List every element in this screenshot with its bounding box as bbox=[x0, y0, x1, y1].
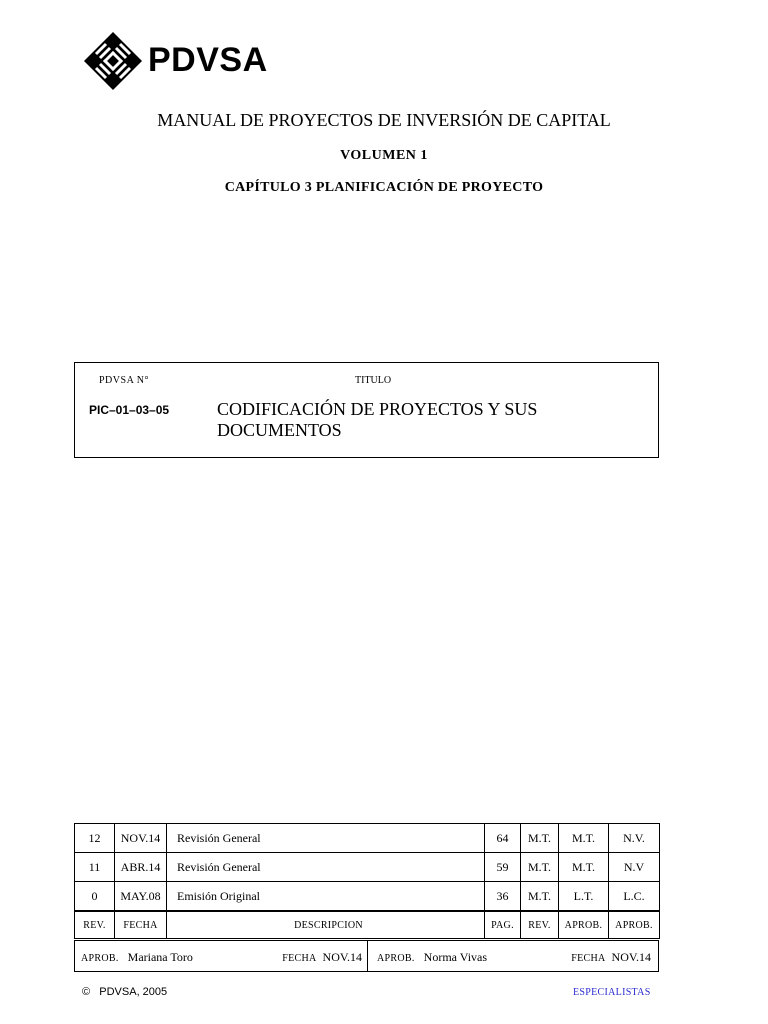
chapter-title: CAPÍTULO 3 PLANIFICACIÓN DE PROYECTO bbox=[224, 180, 544, 195]
approval-date-label: FECHA bbox=[282, 953, 317, 964]
rev-number: 12 bbox=[75, 824, 115, 853]
table-row bbox=[75, 853, 660, 882]
approval-date-label: FECHA bbox=[571, 953, 606, 964]
rev-approver-1: M.T. bbox=[559, 853, 609, 882]
header-pages: PAG. bbox=[485, 911, 521, 939]
approver-name: Mariana Toro bbox=[127, 950, 193, 964]
approval-date: NOV.14 bbox=[322, 950, 362, 964]
table-row bbox=[75, 882, 660, 912]
rev-approver-1: L.T. bbox=[559, 882, 609, 912]
approval-right bbox=[377, 941, 655, 971]
pdvsa-logo-icon bbox=[84, 32, 142, 90]
rev-pages: 64 bbox=[485, 824, 521, 853]
rev-date: NOV.14 bbox=[115, 824, 167, 853]
copyright-text: © PDVSA, 2005 bbox=[82, 986, 168, 998]
titulo-label: TITULO bbox=[355, 375, 392, 386]
header-reviewer: REV. bbox=[521, 911, 559, 939]
brand-name: PDVSA bbox=[148, 41, 268, 79]
table-header-row bbox=[75, 911, 660, 939]
rev-reviewer: M.T. bbox=[521, 882, 559, 912]
document-title-box bbox=[74, 362, 659, 458]
approval-date: NOV.14 bbox=[611, 950, 651, 964]
approval-divider bbox=[367, 941, 368, 971]
document-title: CODIFICACIÓN DE PROYECTOS Y SUS DOCUMENTOS bbox=[217, 399, 538, 440]
header-date: FECHA bbox=[115, 911, 167, 939]
rev-number: 11 bbox=[75, 853, 115, 882]
approval-label: APROB. bbox=[377, 953, 415, 964]
rev-approver-1: M.T. bbox=[559, 824, 609, 853]
header-approver-2: APROB. bbox=[609, 911, 660, 939]
rev-approver-2: L.C. bbox=[609, 882, 660, 912]
header-description: DESCRIPCION bbox=[167, 911, 485, 939]
rev-pages: 59 bbox=[485, 853, 521, 882]
specialists-link[interactable]: ESPECIALISTAS bbox=[573, 987, 651, 998]
rev-description: Revisión General bbox=[167, 853, 485, 882]
rev-approver-2: N.V bbox=[609, 853, 660, 882]
rev-date: ABR.14 bbox=[115, 853, 167, 882]
approval-label: APROB. bbox=[81, 953, 119, 964]
approver-name: Norma Vivas bbox=[423, 950, 488, 964]
manual-title: MANUAL DE PROYECTOS DE INVERSIÓN DE CAPITAL bbox=[157, 110, 611, 130]
approval-left bbox=[81, 941, 366, 971]
rev-description: Revisión General bbox=[167, 824, 485, 853]
header-rev: REV. bbox=[75, 911, 115, 939]
table-row bbox=[75, 824, 660, 853]
rev-number: 0 bbox=[75, 882, 115, 912]
header-approver-1: APROB. bbox=[559, 911, 609, 939]
rev-approver-2: N.V. bbox=[609, 824, 660, 853]
approval-row bbox=[74, 940, 659, 972]
document-code: PIC–01–03–05 bbox=[89, 403, 170, 417]
revision-table bbox=[74, 823, 660, 939]
rev-description: Emisión Original bbox=[167, 882, 485, 912]
rev-reviewer: M.T. bbox=[521, 824, 559, 853]
rev-reviewer: M.T. bbox=[521, 853, 559, 882]
rev-pages: 36 bbox=[485, 882, 521, 912]
pdvsa-number-label: PDVSA N° bbox=[99, 375, 149, 386]
volume-label: VOLUMEN 1 bbox=[340, 148, 428, 163]
rev-date: MAY.08 bbox=[115, 882, 167, 912]
